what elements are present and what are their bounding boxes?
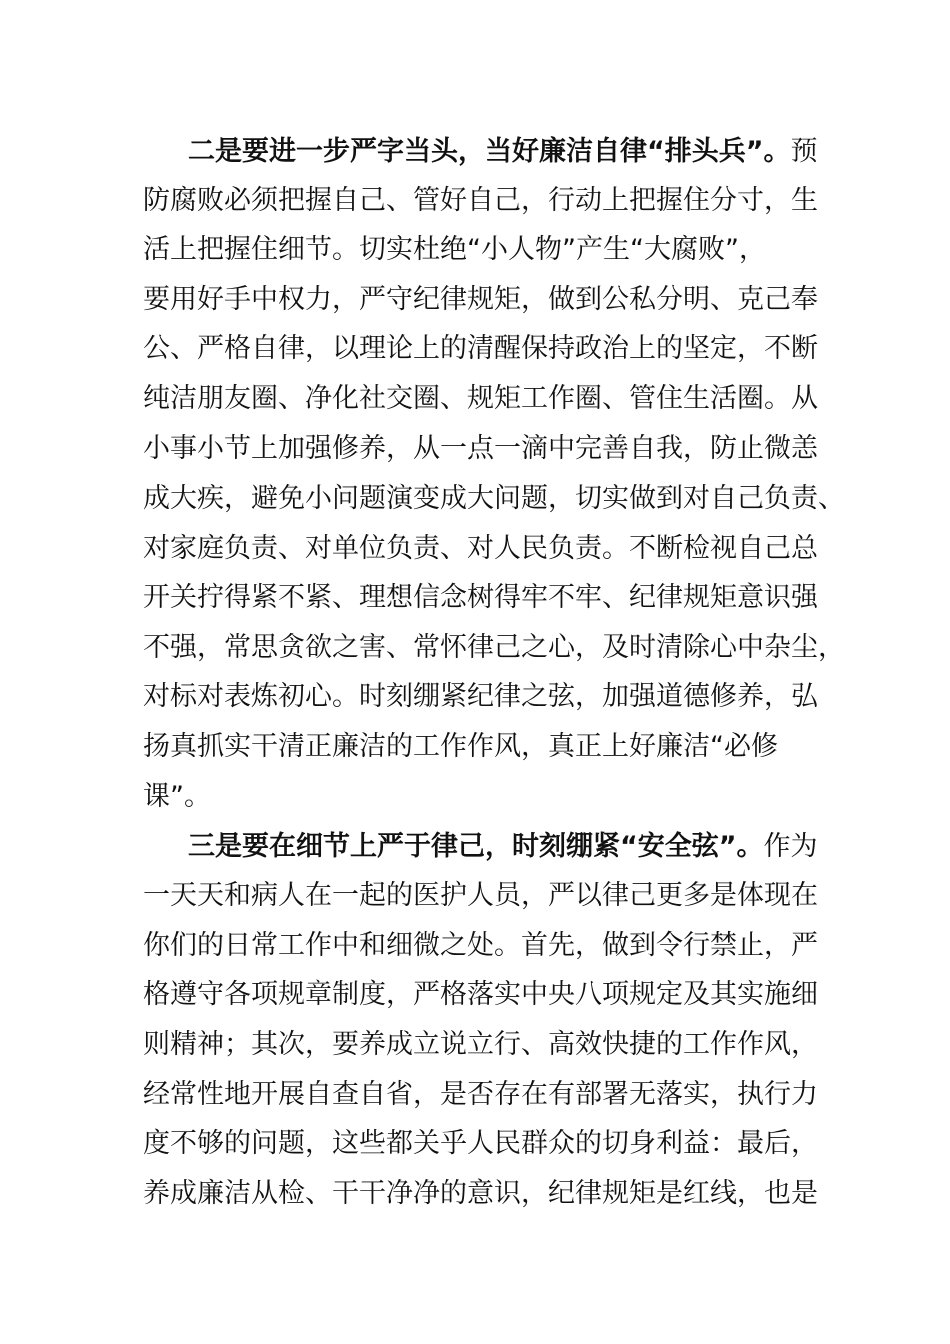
- paragraph-three-line: 一天天和病人在一起的医护人员，严以律己更多是体现在: [143, 880, 818, 911]
- paragraph-two-line: 要用好手中权力，严守纪律规矩，做到公私分明、克己奉: [143, 284, 818, 315]
- paragraph-three-line: 养成廉洁从检、干干净净的意识，纪律规矩是红线，也是: [143, 1178, 818, 1209]
- paragraph-three-line: 你们的日常工作中和细微之处。首先，做到令行禁止，严: [143, 930, 818, 961]
- paragraph-two-line: 对家庭负责、对单位负责、对人民负责。不断检视自己总: [143, 533, 818, 564]
- paragraph-three-line: 作为: [763, 831, 818, 862]
- paragraph-two-line: 纯洁朋友圈、净化社交圈、规矩工作圈、管住生活圈。从: [143, 383, 818, 414]
- paragraph-two-line: 开关拧得紧不紧、理想信念树得牢不牢、纪律规矩意识强: [143, 582, 818, 613]
- paragraph-two-line: 公、严格自律，以理论上的清醒保持政治上的坚定，不断: [143, 333, 818, 364]
- paragraph-two-heading: 二是要进一步严字当头，当好廉洁自律“排头兵”。: [188, 136, 791, 167]
- paragraph-two-line: 预: [790, 136, 818, 167]
- paragraph-two-line: 防腐败必须把握自己、管好自己，行动上把握住分寸，生: [143, 185, 818, 216]
- paragraph-two-line: 活上把握住细节。切实杜绝“小人物”产生“大腐败”，: [143, 234, 766, 265]
- paragraph-three-line: 经常性地开展自查自省，是否存在有部署无落实，执行力: [143, 1079, 818, 1110]
- paragraph-three-line: 则精神；其次，要养成立说立行、高效快捷的工作作风，: [143, 1029, 818, 1060]
- paragraph-two-line: 课”。: [143, 781, 211, 812]
- paragraph-two-first-line: [188, 132, 858, 172]
- paragraph-two-line: 成大疾，避免小问题演变成大问题，切实做到对自己负责、: [143, 483, 845, 514]
- paragraph-three-line: 度不够的问题，这些都关乎人民群众的切身利益：最后，: [143, 1128, 818, 1159]
- paragraph-two-line: 对标对表炼初心。时刻绷紧纪律之弦，加强道德修养，弘: [143, 681, 818, 712]
- paragraph-two-line: 小事小节上加强修养，从一点一滴中完善自我，防止微恙: [143, 433, 818, 464]
- paragraph-three-line: 格遵守各项规章制度，严格落实中央八项规定及其实施细: [143, 979, 818, 1010]
- paragraph-three-first-line: [188, 827, 858, 867]
- paragraph-three-heading: 三是要在细节上严于律己，时刻绷紧“安全弦”。: [188, 831, 764, 862]
- paragraph-two-line: 扬真抓实干清正廉洁的工作作风，真正上好廉洁“必修: [143, 731, 778, 762]
- paragraph-two-line: 不强，常思贪欲之害、常怀律己之心，及时清除心中杂尘，: [143, 632, 845, 663]
